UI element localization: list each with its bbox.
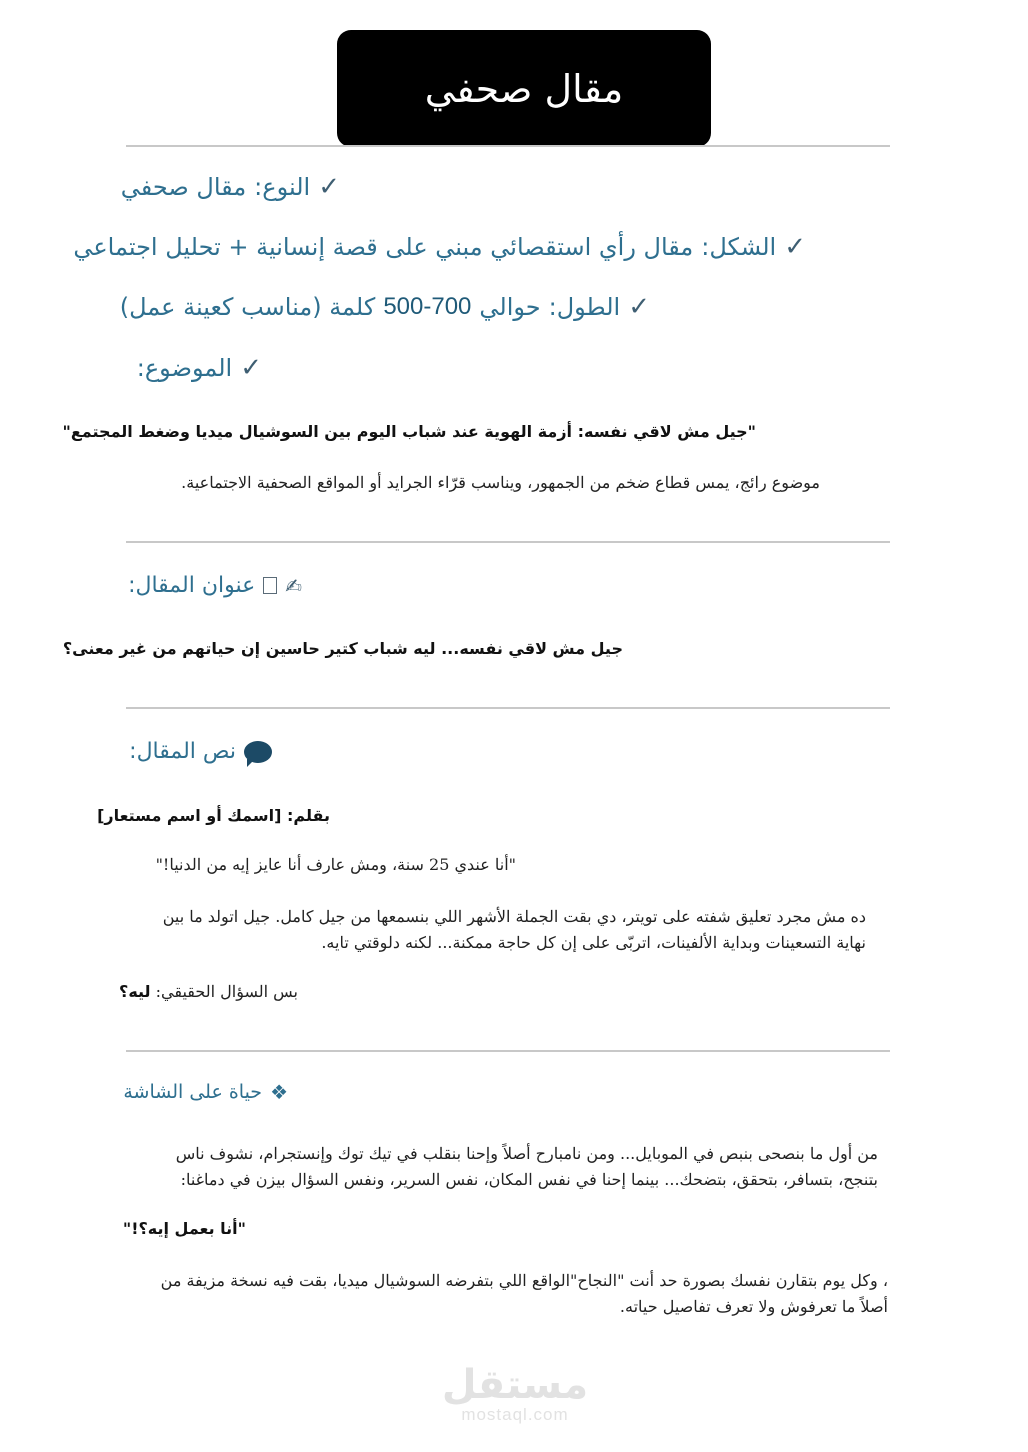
check-mark-icon: ✓ xyxy=(784,232,806,262)
meta-form xyxy=(73,232,806,262)
divider xyxy=(126,541,890,543)
opening-quote: "أنا عندي 25 سنة، ومش عارف أنا عايز إيه من الدنيا!" xyxy=(155,855,516,874)
meta-form-value: مقال رأي استقصائي مبني على قصة إنسانية + تحليل اجتماعي xyxy=(73,233,694,261)
byline-value: [اسمك أو اسم مستعار] xyxy=(97,806,282,825)
writing-hand-icon: ✍ xyxy=(285,573,302,598)
meta-form-label: الشكل: xyxy=(701,233,777,261)
check-mark-icon: ✓ xyxy=(240,353,262,383)
watermark-latin: mostaql.com xyxy=(461,1405,569,1424)
watermark-arabic: مستقل xyxy=(441,1362,589,1408)
divider xyxy=(126,707,890,709)
section-screen-label: حياة على الشاشة xyxy=(123,1081,263,1103)
meta-topic xyxy=(137,353,262,383)
paragraph xyxy=(126,904,866,956)
empty-box-icon xyxy=(263,577,277,594)
question-bold: ليه؟ xyxy=(119,982,151,1001)
meta-type xyxy=(121,172,340,202)
meta-length xyxy=(120,292,650,322)
meta-topic-label: الموضوع: xyxy=(136,354,233,382)
article-title-heading xyxy=(128,573,302,598)
section-quote: "أنا بعمل إيه؟!" xyxy=(122,1219,246,1238)
paragraph-line: أصلاً ما تعرفوش ولا تعرف تفاصيل حياته. xyxy=(619,1297,888,1316)
paragraph-line: نهاية التسعينات وبداية الألفينات، اتربّى على إن كل حاجة ممكنة... لكنه دلوقتي تايه. xyxy=(321,933,866,952)
meta-type-value: مقال صحفي xyxy=(120,173,247,201)
paragraph-line: ، وكل يوم بتقارن نفسك بصورة حد أنت "النجاح"الواقع اللي بتفرضه السوشيال ميديا، بقت فيه نسخة مزيفة من xyxy=(160,1271,888,1290)
divider xyxy=(126,1050,890,1052)
article-title-text: جيل مش لاقي نفسه... ليه شباب كتير حاسين إن حياتهم من غير معنى؟ xyxy=(62,639,623,658)
page-title-box xyxy=(337,30,711,147)
topic-description: موضوع رائج، يمس قطاع ضخم من الجمهور، ويناسب قرّاء الجرايد أو المواقع الصحفية الاجتماعية. xyxy=(181,473,820,492)
section-screen-heading xyxy=(123,1080,288,1104)
meta-length-prefix: حوالي xyxy=(479,293,541,321)
question-prefix: بس السؤال الحقيقي: xyxy=(155,982,298,1001)
paragraph xyxy=(126,1268,888,1320)
page-title: مقال صحفي xyxy=(424,66,624,111)
meta-length-suffix: كلمة (مناسب كعينة عمل) xyxy=(119,293,376,321)
paragraph-line: من أول ما بنصحى بنبص في الموبايل... ومن نامبارح أصلاً وإحنا بنقلب في تيك توك وإنستجرام، نشوف ناس xyxy=(175,1144,878,1163)
four-diamond-icon: ❖ xyxy=(270,1080,288,1104)
divider xyxy=(126,145,890,147)
meta-length-number: 500-700 xyxy=(383,293,472,320)
paragraph-line: ده مش مجرد تعليق شفته على تويتر، دي بقت الجملة الأشهر اللي بنسمعها من جيل كامل. جيل اتولد ما بين xyxy=(162,907,866,926)
speech-bubble-icon xyxy=(244,741,272,763)
mostaql-watermark xyxy=(440,1362,590,1425)
question-line xyxy=(119,982,298,1001)
article-body-heading xyxy=(129,739,272,764)
paragraph-line: بتنجح، بتسافر، بتحقق، بتضحك... بينما إحنا في نفس المكان، نفس السرير، ونفس السؤال بيزن في دماغنا: xyxy=(180,1170,878,1189)
article-body-label: نص المقال: xyxy=(129,739,236,764)
check-mark-icon: ✓ xyxy=(318,172,340,202)
meta-length-label: الطول: xyxy=(548,293,621,321)
article-title-label: عنوان المقال: xyxy=(128,573,256,598)
check-mark-icon: ✓ xyxy=(628,292,650,322)
byline-label: بقلم: xyxy=(287,806,330,825)
topic-quote: "جيل مش لاقي نفسه: أزمة الهوية عند شباب اليوم بين السوشيال ميديا وضغط المجتمع" xyxy=(62,422,756,441)
paragraph xyxy=(126,1141,878,1193)
meta-type-label: النوع: xyxy=(254,173,311,201)
byline xyxy=(97,806,330,825)
